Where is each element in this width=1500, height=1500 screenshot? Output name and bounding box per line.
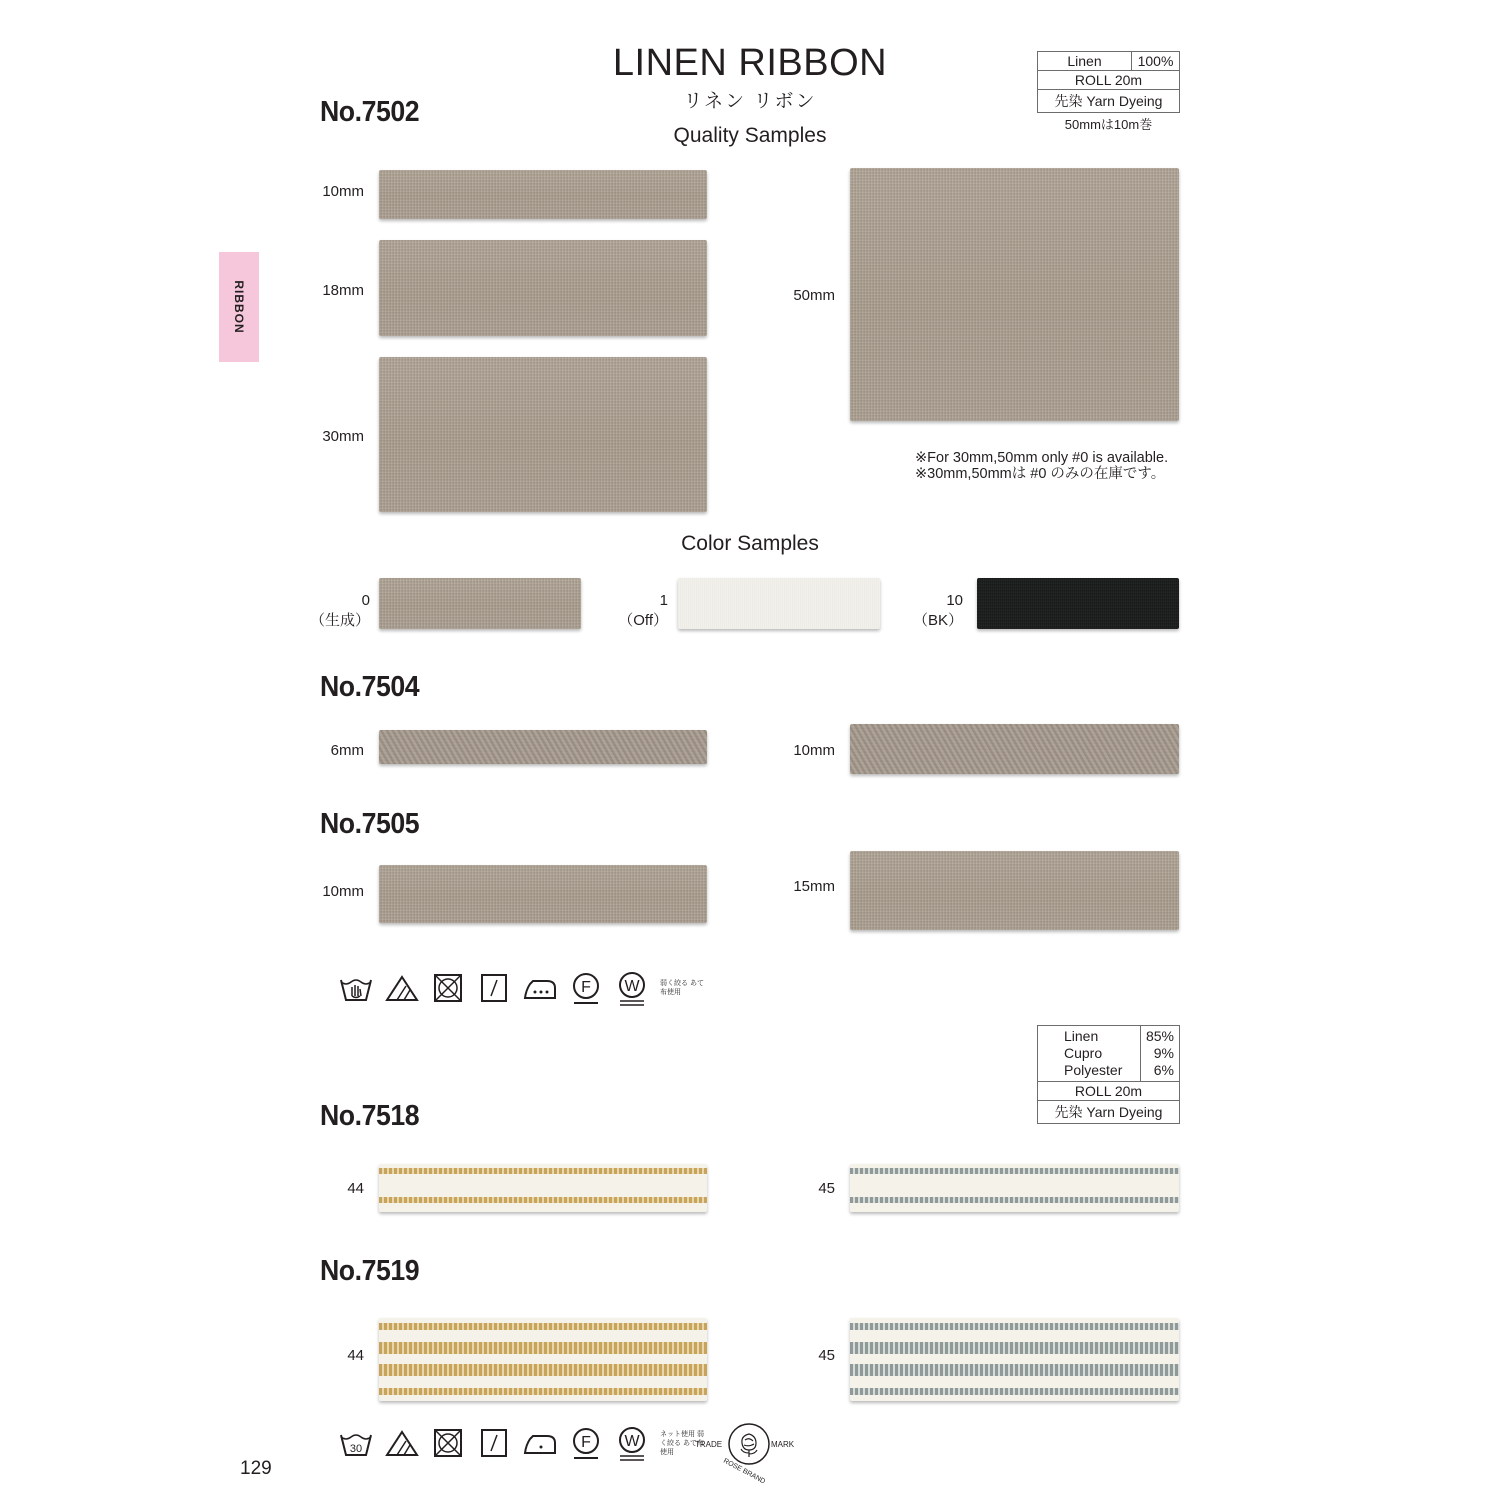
color-swatch-10[interactable] (977, 578, 1179, 629)
no-tumble-dry-icon (430, 1423, 466, 1463)
color-samples-heading: Color Samples (681, 532, 819, 555)
bleach-triangle-icon (384, 968, 420, 1008)
dry-clean-f-icon (568, 1423, 604, 1463)
color-label-10 (893, 591, 963, 631)
spec-table-7518 (1037, 1025, 1180, 1124)
iron-low-icon (522, 1423, 558, 1463)
swatch-7505-15mm[interactable] (850, 851, 1179, 930)
care-symbols-row-2 (338, 1421, 704, 1465)
dry-clean-f-icon (568, 968, 604, 1008)
color-label-7518-45: 45 (818, 1180, 835, 1197)
size-label-7505-10mm: 10mm (322, 883, 364, 900)
color-name-1: （Off） (618, 612, 668, 629)
iron-icon (522, 968, 558, 1008)
logo-trade-text: TRADE (695, 1440, 723, 1449)
product-7505-heading: No.7505 (320, 808, 420, 840)
side-tab-label: RIBBON (232, 280, 246, 334)
product-7504-heading: No.7504 (320, 671, 420, 703)
color-label-7519-45: 45 (818, 1347, 835, 1364)
comp-fiber-polyester: Polyester (1064, 1062, 1123, 1078)
svg-text:W: W (624, 978, 640, 995)
spec-table-7502 (1037, 51, 1180, 133)
color-name-0: （生成） (309, 612, 370, 629)
logo-mark-text: MARK (771, 1440, 795, 1449)
swatch-7505-10mm[interactable] (379, 865, 707, 923)
product-7502-heading: No.7502 (320, 96, 420, 128)
size-label-50mm: 50mm (793, 287, 835, 304)
spec-dyeing: 先染 Yarn Dyeing (1038, 90, 1180, 113)
hand-wash-icon (338, 968, 374, 1008)
page-number: 129 (240, 1458, 272, 1479)
size-label-30mm: 30mm (322, 428, 364, 445)
care-note-2: ネット使用 弱く絞る あて布使用 (660, 1430, 704, 1456)
bleach-triangle-icon (384, 1423, 420, 1463)
spec-percent: 100% (1132, 52, 1180, 71)
care-note-1: 弱く絞る あて布使用 (660, 980, 704, 996)
comp-pct-cupro: 9% (1153, 1045, 1174, 1061)
size-label-6mm: 6mm (330, 742, 364, 759)
spec2-roll: ROLL 20m (1038, 1082, 1180, 1101)
availability-note-en: ※For 30mm,50mm only #0 is available. (915, 450, 1169, 466)
page-subtitle-jp: リネン リボン (683, 91, 817, 112)
availability-note-jp: ※30mm,50mmは #0 のみの在庫です。 (915, 466, 1166, 482)
color-name-10: （BK） (912, 612, 963, 629)
color-label-7519-44: 44 (347, 1347, 364, 1364)
swatch-7502-18mm[interactable] (379, 240, 707, 336)
color-label-7518-44: 44 (347, 1180, 364, 1197)
svg-text:F: F (581, 979, 591, 996)
color-code-1: 1 (659, 592, 668, 609)
swatch-7518-44[interactable] (379, 1164, 707, 1212)
drip-dry-icon (476, 1423, 512, 1463)
svg-text:W: W (624, 1433, 640, 1450)
swatch-7502-50mm[interactable] (850, 168, 1179, 421)
product-7519-heading: No.7519 (320, 1255, 420, 1287)
drip-dry-icon (476, 968, 512, 1008)
size-label-15mm: 15mm (793, 878, 835, 895)
quality-samples-heading: Quality Samples (673, 124, 827, 147)
swatch-7519-44[interactable] (379, 1318, 707, 1401)
swatch-7518-45[interactable] (850, 1164, 1179, 1212)
care-symbols-row-1 (338, 966, 704, 1010)
swatch-7502-30mm[interactable] (379, 357, 707, 512)
color-swatch-1[interactable] (678, 578, 880, 629)
spec-fiber: Linen (1038, 52, 1132, 71)
wet-clean-w-icon (614, 1423, 650, 1463)
comp-pct-polyester: 6% (1153, 1062, 1174, 1078)
spec-roll: ROLL 20m (1038, 71, 1180, 90)
rose-brand-logo (695, 1420, 800, 1490)
section-side-tab[interactable] (219, 252, 259, 362)
size-label-7504-10mm: 10mm (793, 742, 835, 759)
size-label-18mm: 18mm (322, 282, 364, 299)
svg-text:F: F (581, 1434, 591, 1451)
swatch-7519-45[interactable] (850, 1318, 1179, 1401)
color-label-0 (300, 591, 370, 631)
logo-rose-brand-text: ROSE BRAND (722, 1457, 767, 1486)
color-swatch-0[interactable] (379, 578, 581, 629)
swatch-7504-6mm[interactable] (379, 730, 707, 764)
color-label-1 (598, 591, 668, 631)
spec2-dyeing: 先染 Yarn Dyeing (1038, 1101, 1180, 1124)
comp-pct-linen: 85% (1145, 1028, 1174, 1044)
wet-clean-w-icon (614, 968, 650, 1008)
spec-footnote: 50mmは10m巻 (1064, 117, 1153, 132)
size-label-10mm: 10mm (322, 183, 364, 200)
comp-fiber-linen: Linen (1064, 1028, 1099, 1044)
color-code-0: 0 (361, 592, 370, 609)
comp-fiber-cupro: Cupro (1064, 1045, 1103, 1061)
svg-text:30: 30 (349, 1443, 363, 1455)
color-code-10: 10 (946, 592, 963, 609)
swatch-7502-10mm[interactable] (379, 170, 707, 219)
no-tumble-dry-icon (430, 968, 466, 1008)
rose-icon (727, 1422, 771, 1466)
product-7518-heading: No.7518 (320, 1100, 420, 1132)
wash-30-icon (338, 1423, 374, 1463)
swatch-7504-10mm[interactable] (850, 724, 1179, 774)
page-title: LINEN RIBBON (612, 42, 888, 84)
